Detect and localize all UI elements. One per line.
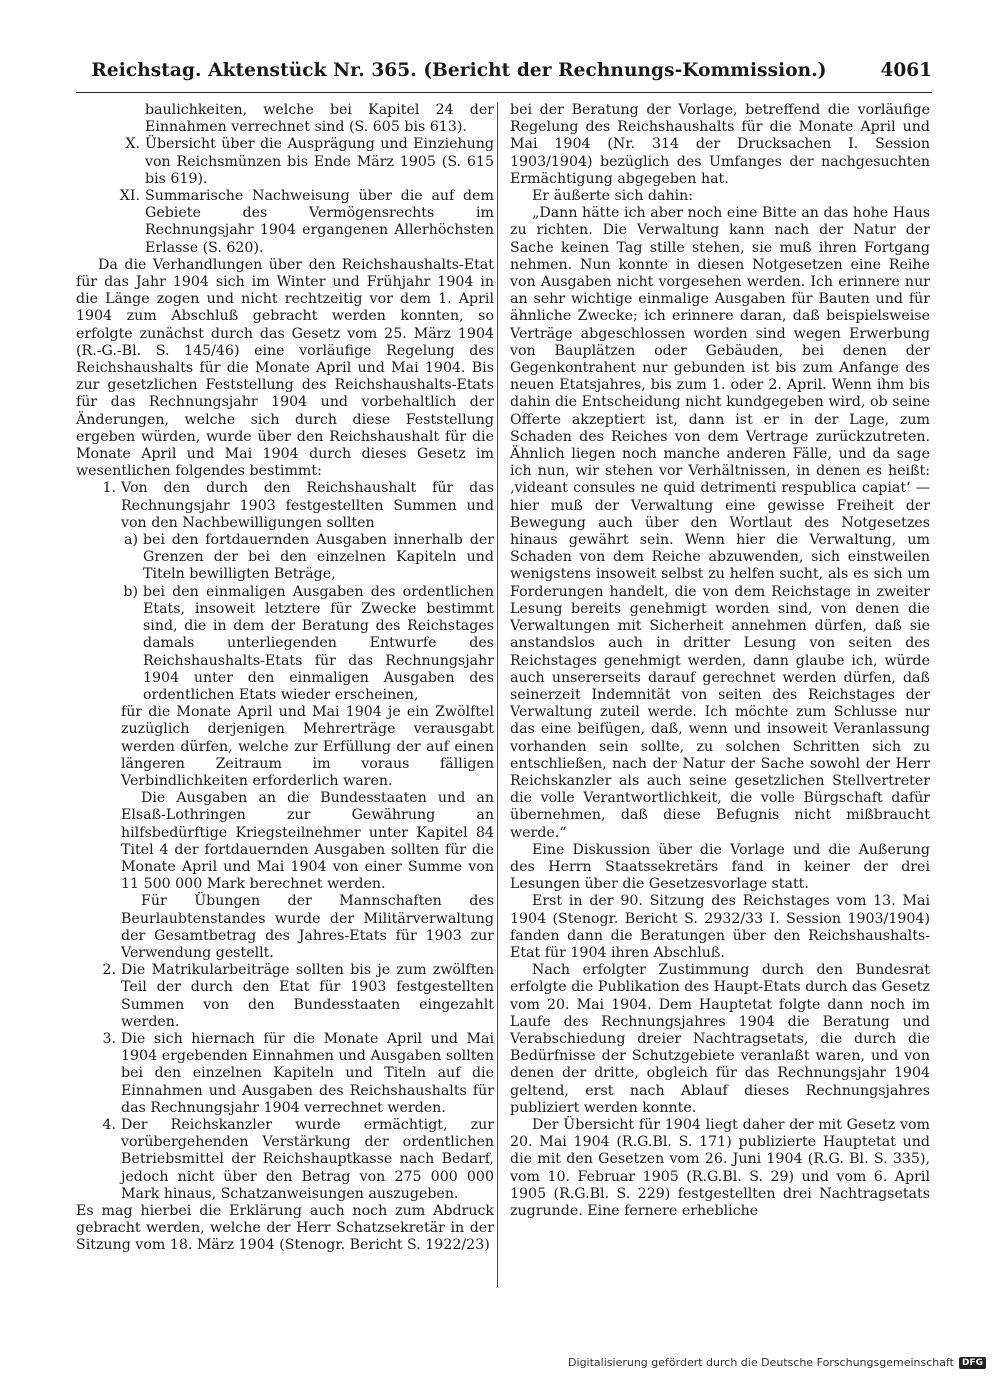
paragraph: Der Übersicht für 1904 liegt daher der mit Gesetz vom 20. Mai 1904 (R.G.Bl. S. 171) publizierte Hauptetat und die mit den Gesetzen vom 26. Juni 1904 (R.G. Bl. S. 335), vom 10. Februar 1905 (R.G.Bl. S. 29) und vom 6. April 1905 (R.G.Bl. S. 229) festgestellten drei Nachtragsetats zugrunde. Eine fernere erhebliche — [510, 1116, 930, 1219]
paragraph: Er äußerte sich dahin: — [532, 188, 694, 205]
left-column — [76, 102, 494, 1255]
numbered-item-4 — [76, 1117, 494, 1203]
sub-item-text: bei den fortdauernden Ausgaben innerhalb der Grenzen der bei den einzelnen Kapiteln und Titeln bewilligten Beträge, — [143, 532, 494, 583]
item-number: 1. — [102, 480, 116, 497]
paragraph: Nach erfolgter Zustimmung durch den Bundesrat erfolgte die Publikation des Haupt-Etats durch das Gesetz vom 20. Mai 1904. Dem Hauptetat folgte dann noch im Laufe des Rechnungsjahres 1904 die Beratung und Verabschiedung dreier Nachtragsetats, die durch die Bedürfnisse der Schutzgebiete veranlaßt waren, und von denen der dritte, obgleich für das Rechnungsjahr 1904 geltend, erst nach Ablauf dieses Rechnungsjahres publiziert werden konnte. — [510, 962, 930, 1116]
list-item-text: Summarische Nachweisung über die auf dem Gebiete des Vermögensrechts im Rechnungsjahr 1904 ergangenen Allerhöchsten Erlasse (S. 620). — [145, 188, 494, 256]
column-divider — [497, 102, 498, 1287]
paragraph: bei der Beratung der Vorlage, betreffend die vorläufige Regelung des Reichshaushalts für die Monate April und Mai 1904 (Nr. 314 der Drucksachen I. Session 1903/1904) bezüglich des Umfanges der nachgesuchten Ermächtigung abgegeben hat. — [510, 102, 930, 187]
numbered-item-3 — [76, 1031, 494, 1117]
sub-item-b — [76, 584, 494, 704]
item-continuation: Die Ausgaben an die Bundesstaaten und an Elsaß-Lothringen zur Gewährung an hilfsbedürftige Kriegsteilnehmer unter Kapitel 84 Titel 4 der fortdauernden Ausgaben sollten für die Monate April und Mai 1904 von einer Summe von 11 500 000 Mark berechnet werden. — [121, 790, 494, 893]
list-item-number: XI. — [119, 188, 140, 205]
sub-item-a — [76, 532, 494, 584]
credit-text: Digitalisierung gefördert durch die Deutsche Forschungsgemeinschaft — [568, 1356, 954, 1369]
numbered-item-2 — [76, 962, 494, 1031]
list-item-text: Übersicht über die Ausprägung und Einziehung von Reichsmünzen bis Ende März 1905 (S. 615 bis 619). — [145, 136, 494, 187]
item-continuation: für die Monate April und Mai 1904 je ein Zwölftel zuzüglich derjenigen Mehrerträge verausgabt werden dürfen, welche zur Erfüllung der auf einen längeren Zeitraum im voraus fälligen Verbindlichkeiten erforderlich waren. — [121, 704, 494, 789]
page-header — [76, 58, 932, 93]
sub-item-letter: b) — [123, 583, 138, 600]
quotation: „Dann hätte ich aber noch eine Bitte an das hohe Haus zu richten. Die Verwaltung kann nach der Natur der Sache keinen Tag stille stehen, sie muß ihren Fortgang nehmen. Nun konnte in diesen Notgesetzen eine Reihe von Ausgaben nicht vorgesehen werden. Ich erinnere nur an sehr wichtige einmalige Ausgaben für Bauten und für ähnliche Zwecke; ich erinnere daran, daß beispielsweise Verträge abgeschlossen worden sind wegen Erwerbung von Bauplätzen oder Gebäuden, bei denen der Gegenkontrahent nur gebunden ist bis zum Anfange des neuen Etatsjahres, bis zum 1. oder 2. April. Wenn ihm bis dahin die Entscheidung nicht kundgegeben wird, ob seine Offerte akzeptiert ist, dann ist er in der Lage, zum Schaden des Reiches von dem Vertrage zurückzutreten. Ähnlich liegen noch manche anderen Fälle, und da sage ich nun, wir stehen vor Verhältnissen, in denen es heißt: ‚videant consules ne quid detrimenti respublica capiat‘ — hier muß der Verwaltung eine gewisse Freiheit der Bewegung auch über den Wortlaut des Notgesetzes hinaus gewährt sein. Wenn hier die Verwaltung, um Schaden von dem Reiche abzuwenden, sich einstweilen wenigstens insoweit selbst zu helfen sucht, als es sich um Forderungen handelt, die von dem Reichstage in zweiter Lesung bereits genehmigt worden sind, von denen die Verwaltungen mit Sicherheit annehmen dürfen, daß sie anstandslos auch in dritter Lesung von seiten des Reichstages genehmigt werden, dann glaube ich, würde auch unsererseits darauf gerechnet werden dürfen, daß seinerzeit Indemnität von seiten des Reichstages der Verwaltung zuteil werde. Ich möchte zum Schlusse nur das eine beifügen, daß, wenn und insoweit Veranlassung vorhanden sein sollte, zu solchen Schritten sich zu entschließen, nach der Natur der Sache sowohl der Herr Reichskanzler als auch seine gesetzlichen Stellvertreter die volle Verantwortlichkeit, die volle Bürgschaft dafür übernehmen, daß diese Befugnis nicht mißbraucht werde.“ — [510, 205, 930, 841]
item-text: Von den durch den Reichshaushalt für das Rechnungsjahr 1903 festgestellten Summen und von den Nachbewilligungen sollten — [121, 480, 494, 531]
item-number: 2. — [102, 962, 116, 979]
list-item — [76, 102, 494, 136]
list-item — [76, 136, 494, 188]
page-number: 4061 — [880, 60, 932, 81]
item-text: Die Matrikularbeiträge sollten bis je zum zwölften Teil der durch den Etat für 1903 festgestellten Summen von den Bundesstaaten eingezahlt werden. — [121, 962, 494, 1030]
sub-item-letter: a) — [124, 532, 138, 549]
list-item-text: baulichkeiten, welche bei Kapitel 24 der Einnahmen verrechnet sind (S. 605 bis 613). — [145, 102, 494, 136]
paragraph: Eine Diskussion über die Vorlage und die Außerung des Herrn Staatssekretärs fand in keiner der drei Lesungen über die Gesetzesvorlage statt. — [510, 841, 930, 893]
item-number: 3. — [102, 1030, 116, 1047]
digitization-credit — [568, 1356, 986, 1369]
paragraph-closing: Es mag hierbei die Erklärung auch noch zum Abdruck gebracht werden, welche der Herr Schatzsekretär in der Sitzung vom 18. März 1904 (Stenogr. Bericht S. 1922/23) — [76, 1203, 494, 1254]
right-column — [510, 102, 930, 1220]
item-text: Die sich hiernach für die Monate April und Mai 1904 ergebenden Einnahmen und Ausgaben sollten bei den einzelnen Kapiteln und Titeln auf die Einnahmen und Ausgaben des Reichshaushalts für das Rechnungsjahr 1904 verrechnet werden. — [121, 1030, 494, 1116]
item-continuation: Für Übungen der Mannschaften des Beurlaubtenstandes wurde der Militärverwaltung der Gesamtbetrag des Jahres-Etats für 1903 zur Verwendung gestellt. — [121, 893, 494, 961]
dfg-logo: DFG — [959, 1357, 986, 1369]
list-item — [76, 188, 494, 257]
paragraph: Erst in der 90. Sitzung des Reichstages vom 13. Mai 1904 (Stenogr. Bericht S. 2932/33 I. Session 1903/1904) fanden dann die Beratungen über den Reichshaushalts-Etat für 1904 ihren Abschluß. — [510, 893, 930, 961]
paragraph-intro: Da die Verhandlungen über den Reichshaushalts-Etat für das Jahr 1904 sich im Winter und Frühjahr 1904 in die Länge zogen und nicht rechtzeitig vor dem 1. April 1904 zum Abschluß gebracht werden konnten, so erfolgte zunächst durch das Gesetz vom 25. März 1904 (R.-G.-Bl. S. 145/46) eine vorläufige Regelung des Reichshaushalts für die Monate April und Mai 1904. Bis zur gesetzlichen Feststellung des Reichshaushalts-Etats für das Rechnungsjahr 1904 und vorbehaltlich der Änderungen, welche sich durch diese Feststellung ergeben würden, wurde über den Reichshaushalt für die Monate April und Mai 1904 durch dieses Gesetz im wesentlichen folgendes bestimmt: — [76, 256, 494, 480]
running-title: Reichstag. Aktenstück Nr. 365. (Bericht der Rechnungs-Kommission.) — [91, 60, 827, 81]
item-text: Der Reichskanzler wurde ermächtigt, zur vorübergehenden Verstärkung der ordentlichen Betriebsmittel der Reichshauptkasse nach Bedarf, jedoch nicht über den Betrag von 275 000 000 Mark hinaus, Schatzanweisungen auszugeben. — [121, 1116, 494, 1202]
sub-item-text: bei den einmaligen Ausgaben des ordentlichen Etats, insoweit letztere für Zwecke bestimmt sind, die in dem der Beratung des Reichstages damals unterliegenden Entwurfe des Reichshaushalts-Etats für das Rechnungsjahr 1904 unter den einmaligen Ausgaben des ordentlichen Etats wieder erscheinen, — [143, 583, 494, 703]
numbered-item-1 — [76, 480, 494, 532]
list-item-number: X. — [125, 136, 140, 153]
item-number: 4. — [102, 1116, 116, 1133]
